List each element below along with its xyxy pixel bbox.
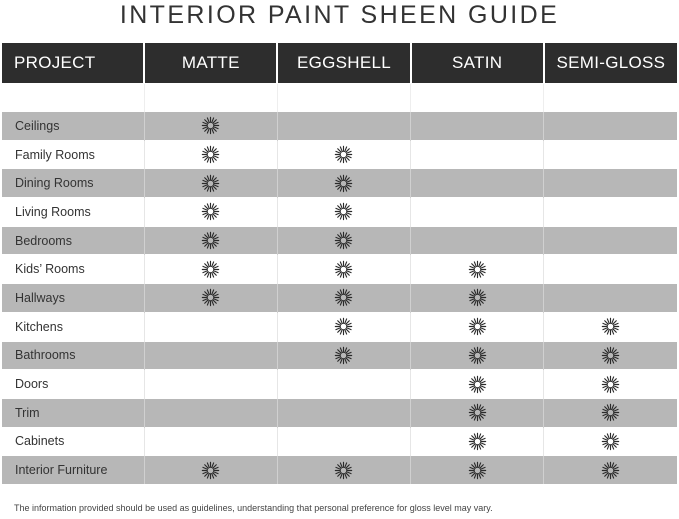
table-row: [2, 398, 677, 427]
row-label: Dining Rooms: [2, 169, 144, 198]
sheen-cell: [411, 169, 544, 198]
row-label: Hallways: [2, 284, 144, 313]
table-row: [2, 198, 677, 227]
sheen-cell: [411, 226, 544, 255]
sheen-cell: [277, 398, 410, 427]
sheen-cell: [144, 427, 277, 456]
sunburst-icon: [601, 375, 620, 394]
row-label: Interior Furniture: [2, 456, 144, 484]
sheen-cell: [411, 198, 544, 227]
table-row: [2, 226, 677, 255]
table-row: [2, 255, 677, 284]
sunburst-icon: [334, 145, 353, 164]
sheen-cell: [144, 398, 277, 427]
sheen-cell: [277, 140, 410, 169]
sheen-cell: [544, 198, 677, 227]
sunburst-icon: [201, 174, 220, 193]
sheen-cell: [544, 112, 677, 141]
column-header-satin: SATIN: [411, 43, 544, 84]
sheen-cell: [544, 456, 677, 484]
sheen-cell: [144, 255, 277, 284]
footnote: The information provided should be used as guidelines, understanding that personal preference for gloss level may vary.: [14, 503, 493, 513]
sunburst-icon: [334, 346, 353, 365]
sunburst-icon: [334, 461, 353, 480]
table-row: [2, 456, 677, 484]
row-label: Ceilings: [2, 112, 144, 141]
sunburst-icon: [201, 231, 220, 250]
sheen-cell: [411, 255, 544, 284]
sunburst-icon: [201, 116, 220, 135]
sheen-cell: [144, 284, 277, 313]
sunburst-icon: [201, 202, 220, 221]
sheen-cell: [411, 456, 544, 484]
sunburst-icon: [601, 403, 620, 422]
spacer-row: [2, 84, 677, 112]
sunburst-icon: [468, 403, 487, 422]
sheen-cell: [277, 341, 410, 370]
sheen-cell: [544, 312, 677, 341]
column-header-project: PROJECT: [2, 43, 144, 84]
table-row: [2, 284, 677, 313]
table-row: [2, 112, 677, 141]
sheen-cell: [144, 169, 277, 198]
sunburst-icon: [468, 375, 487, 394]
sheen-cell: [411, 140, 544, 169]
sheen-cell: [544, 255, 677, 284]
sheen-cell: [277, 169, 410, 198]
sheen-cell: [277, 284, 410, 313]
sheen-cell: [277, 255, 410, 284]
column-header-eggshell: EGGSHELL: [277, 43, 410, 84]
sheen-cell: [411, 341, 544, 370]
column-header-semi-gloss: SEMI-GLOSS: [544, 43, 677, 84]
sheen-cell: [411, 112, 544, 141]
sheen-cell: [277, 112, 410, 141]
table-row: [2, 427, 677, 456]
sunburst-icon: [334, 202, 353, 221]
sheen-cell: [144, 456, 277, 484]
sheen-cell: [544, 427, 677, 456]
sheen-cell: [144, 370, 277, 399]
table-row: [2, 312, 677, 341]
sheen-cell: [544, 140, 677, 169]
row-label: Bedrooms: [2, 226, 144, 255]
sunburst-icon: [601, 317, 620, 336]
sheen-cell: [544, 284, 677, 313]
sunburst-icon: [601, 346, 620, 365]
sunburst-icon: [601, 461, 620, 480]
sunburst-icon: [601, 432, 620, 451]
sunburst-icon: [468, 260, 487, 279]
sheen-cell: [544, 169, 677, 198]
sheen-cell: [277, 427, 410, 456]
sunburst-icon: [334, 260, 353, 279]
sheen-cell: [411, 370, 544, 399]
column-header-matte: MATTE: [144, 43, 277, 84]
sheen-cell: [277, 198, 410, 227]
sheen-cell: [144, 341, 277, 370]
sheen-cell: [277, 312, 410, 341]
sunburst-icon: [468, 432, 487, 451]
sheen-cell: [411, 398, 544, 427]
row-label: Doors: [2, 370, 144, 399]
sheen-cell: [544, 398, 677, 427]
sheen-cell: [144, 198, 277, 227]
sheen-cell: [144, 140, 277, 169]
sunburst-icon: [201, 145, 220, 164]
sheen-cell: [277, 456, 410, 484]
page-title: INTERIOR PAINT SHEEN GUIDE: [119, 1, 560, 29]
sunburst-icon: [334, 231, 353, 250]
sunburst-icon: [201, 461, 220, 480]
sunburst-icon: [201, 260, 220, 279]
sunburst-icon: [201, 288, 220, 307]
sheen-guide-table: [2, 43, 677, 484]
sheen-cell: [544, 226, 677, 255]
sunburst-icon: [468, 346, 487, 365]
table-row: [2, 169, 677, 198]
sunburst-icon: [468, 461, 487, 480]
sunburst-icon: [468, 317, 487, 336]
sunburst-icon: [334, 174, 353, 193]
sheen-cell: [411, 312, 544, 341]
row-label: Kitchens: [2, 312, 144, 341]
sunburst-icon: [468, 288, 487, 307]
sheen-cell: [411, 284, 544, 313]
table-row: [2, 341, 677, 370]
sheen-cell: [544, 370, 677, 399]
table-row: [2, 370, 677, 399]
row-label: Kids’ Rooms: [2, 255, 144, 284]
sheen-cell: [144, 312, 277, 341]
header-row: [2, 43, 677, 84]
row-label: Bathrooms: [2, 341, 144, 370]
row-label: Trim: [2, 398, 144, 427]
row-label: Cabinets: [2, 427, 144, 456]
row-label: Family Rooms: [2, 140, 144, 169]
sheen-cell: [411, 427, 544, 456]
sunburst-icon: [334, 288, 353, 307]
sheen-cell: [277, 226, 410, 255]
sheen-cell: [277, 370, 410, 399]
table-row: [2, 140, 677, 169]
sunburst-icon: [334, 317, 353, 336]
sheen-cell: [144, 226, 277, 255]
sheen-cell: [144, 112, 277, 141]
row-label: Living Rooms: [2, 198, 144, 227]
sheen-cell: [544, 341, 677, 370]
